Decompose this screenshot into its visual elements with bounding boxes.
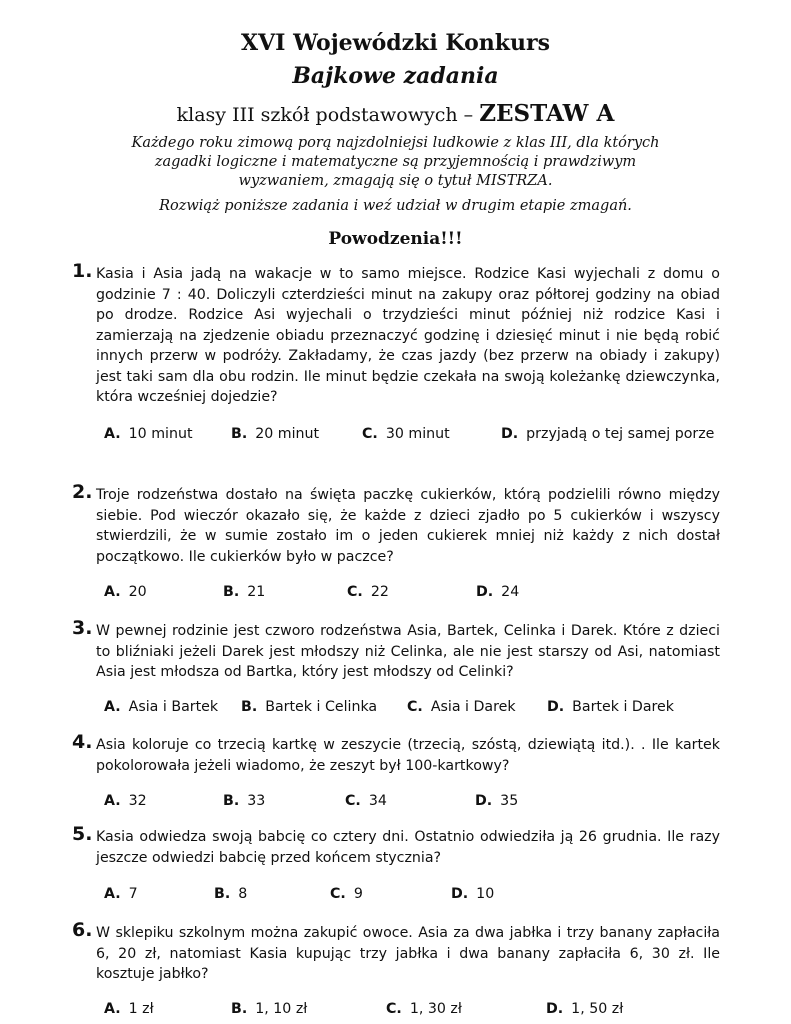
task-text: W pewnej rodzinie jest czworo rodzeństwa Asia, Bartek, Celinka i Darek. Które z dzieci to bliźniaki jeżeli Darek jest młodszy niż Celinka, ale nie jest starszy od Asi, natomiast Asia jest młodsza od Bartka, który jest młodszy od Celinki? [96, 623, 720, 680]
task-text: Troje rodzeństwa dostało na święta paczkę cukierków, którą podzielili równo między siebie. Pod wieczór okazało się, że każde z dzieci zjadło po 5 cukierków i wszyscy stwierdzili, że w sumie zostało im o jeden cukierek mniej niż każdy z nich dostał początkowo. Ile cukierków było w paczce? [96, 487, 720, 565]
answer-c: C. 30 minut [362, 426, 450, 442]
answer-d: D. 24 [476, 584, 520, 600]
task-text: W sklepiku szkolnym można zakupić owoce. Asia za dwa jabłka i trzy banany zapłaciła 6, 20 zł, natomiast Kasia kupując trzy jabłka i dwa banany zapłaciła 6, 30 zł. Ile kosztuje jabłko? [96, 925, 720, 982]
task-2 [72, 481, 720, 567]
task-4 [72, 731, 720, 776]
task-number: 5. [72, 823, 93, 845]
answer-a: A. 10 minut [104, 426, 193, 442]
answer-d: D. 35 [475, 793, 519, 809]
answer-b: B. 1, 10 zł [231, 1001, 308, 1017]
task-number: 2. [72, 481, 93, 503]
zestaw-label: ZESTAW A [479, 100, 615, 127]
answer-b: B. 33 [223, 793, 266, 809]
task-1 [72, 260, 720, 408]
answer-a: A. 20 [104, 584, 147, 600]
task-number: 4. [72, 731, 93, 753]
answer-a: A. 7 [104, 886, 138, 902]
answer-a: A. 32 [104, 793, 147, 809]
task-6 [72, 919, 720, 985]
answer-b: B. 20 minut [231, 426, 320, 442]
task-3 [72, 617, 720, 683]
answer-d: D. 1, 50 zł [546, 1001, 624, 1017]
task-number: 6. [72, 919, 93, 941]
answer-c: C. 1, 30 zł [386, 1001, 462, 1017]
contest-title: XVI Wojewódzki Konkurs [241, 30, 550, 56]
answer-c: C. 22 [347, 584, 389, 600]
answer-a: A. Asia i Bartek [104, 699, 219, 715]
task-text: Asia koloruje co trzecią kartkę w zeszycie (trzecią, szóstą, dziewiątą itd.). . Ile kartek pokolorowała jeżeli wiadomo, że zeszyt był 100-kartkowy? [96, 737, 720, 774]
contest-subtitle: Bajkowe zadania [292, 63, 499, 89]
answer-b: B. 8 [214, 886, 248, 902]
task-text: Kasia i Asia jadą na wakacje w to samo miejsce. Rodzice Kasi wyjechali z domu o godzinie 7 : 40. Doliczyli czterdzieści minut na zakupy oraz półtorej godziny na obiad po drodze. Rodzice Asi wyjechali o trzydzieści minut później niż rodzice Kasi i zamierzają na zjedzenie obiadu przeznaczyć godzinę i dziesięć minut i nie będą robić innych przerw w podróży. Zakładamy, że czas jazdy (bez przerw na obiady i zakupy) jest taki sam dla obu rodzin. Ile minut będzie czekała na swoją koleżankę dziewczynka, która wcześniej dojedzie? [96, 266, 720, 405]
task-text: Kasia odwiedza swoją babcię co cztery dni. Ostatnio odwiedziła ją 26 grudnia. Ile razy jeszcze odwiedzi babcię przed końcem stycznia? [96, 829, 720, 866]
answer-d: D. 10 [451, 886, 495, 902]
task-number: 1. [72, 260, 93, 282]
task-5 [72, 823, 720, 868]
answer-c: C. Asia i Darek [407, 699, 516, 715]
class-line-text: klasy III szkół podstawowych – [176, 104, 474, 126]
good-luck: Powodzenia!!! [328, 229, 463, 249]
answer-a: A. 1 zł [104, 1001, 154, 1017]
answer-c: C. 34 [345, 793, 387, 809]
answer-d: D. Bartek i Darek [547, 699, 674, 715]
answer-b: B. 21 [223, 584, 266, 600]
answer-b: B. Bartek i Celinka [241, 699, 378, 715]
answer-d: D. przyjadą o tej samej porze [501, 426, 715, 442]
instruction: Rozwiąż poniższe zadania i weź udział w drugim etapie zmagań. [159, 198, 632, 214]
answer-c: C. 9 [330, 886, 363, 902]
class-line [0, 100, 791, 127]
intro-paragraph: Każdego roku zimową porą najzdolniejsi ludkowie z klas III, dla których zagadki logiczne i matematyczne są przyjemnością i prawdziwym wyzwaniem, zmagają się o tytuł MISTRZA. [131, 135, 660, 189]
task-number: 3. [72, 617, 93, 639]
